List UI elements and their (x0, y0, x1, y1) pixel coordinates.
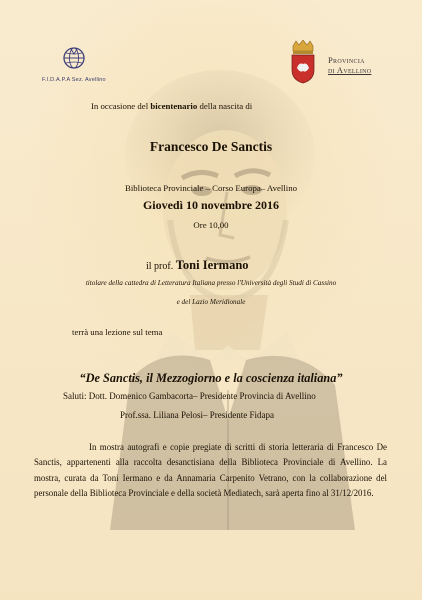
venue-line: Biblioteca Provinciale – Corso Europa– Avellino (124, 183, 298, 193)
fidapa-org-name: F.I.D.A.P.A Sez. Avellino (42, 77, 106, 83)
event-date: Giovedì 10 novembre 2016 (142, 198, 280, 212)
lecture-title: “De Sanctis, il Mezzogiorno e la coscienza italiana” (79, 371, 343, 385)
honoree-name: Francesco De Sanctis (149, 139, 273, 154)
lecture-intro: terrà una lezione sul tema (72, 327, 163, 337)
provincia-name (328, 56, 408, 75)
intro-bicentenario: bicentenario (150, 101, 198, 111)
intro-line (91, 101, 252, 111)
speaker-prefix: il prof. (146, 261, 174, 272)
intro-suffix: della nascita di (197, 101, 253, 111)
fidapa-globe-logo (62, 46, 86, 72)
exhibition-paragraph: In mostra autografi e copie pregiate di scritti di storia letteraria di Francesco De Sanctis, appartenenti alla raccolta desanctisiana della Biblioteca Provinciale di Avellino. La mostra, curata da Toni Iermano e da Annamaria Carpenito Vetrano, con la collaborazione del personale della Biblioteca Provinciale e della società Mediatech, sarà aperta fino al 31/12/2016. (34, 442, 387, 498)
event-time: Ore 10,00 (193, 220, 229, 230)
speaker-role-line-1: titolare della cattedra di Letteratura Italiana presso l'Università degli Studi di Cassino (85, 279, 337, 287)
provincia-crest-icon (290, 40, 316, 84)
provincia-line-1: Provincia (328, 55, 365, 65)
provincia-line-2: di Avellino (328, 64, 372, 75)
greetings-line-2: Prof.ssa. Liliana Pelosi– Presidente Fidapa (120, 410, 274, 420)
greetings-line-1: Saluti: Dott. Domenico Gambacorta– Presidente Provincia di Avellino (63, 391, 316, 401)
speaker-name: Toni Iermano (175, 258, 249, 272)
speaker-role-line-2: e del Lazio Meridionale (176, 298, 246, 306)
speaker-line (146, 258, 249, 273)
intro-prefix: In occasione del (91, 101, 151, 111)
